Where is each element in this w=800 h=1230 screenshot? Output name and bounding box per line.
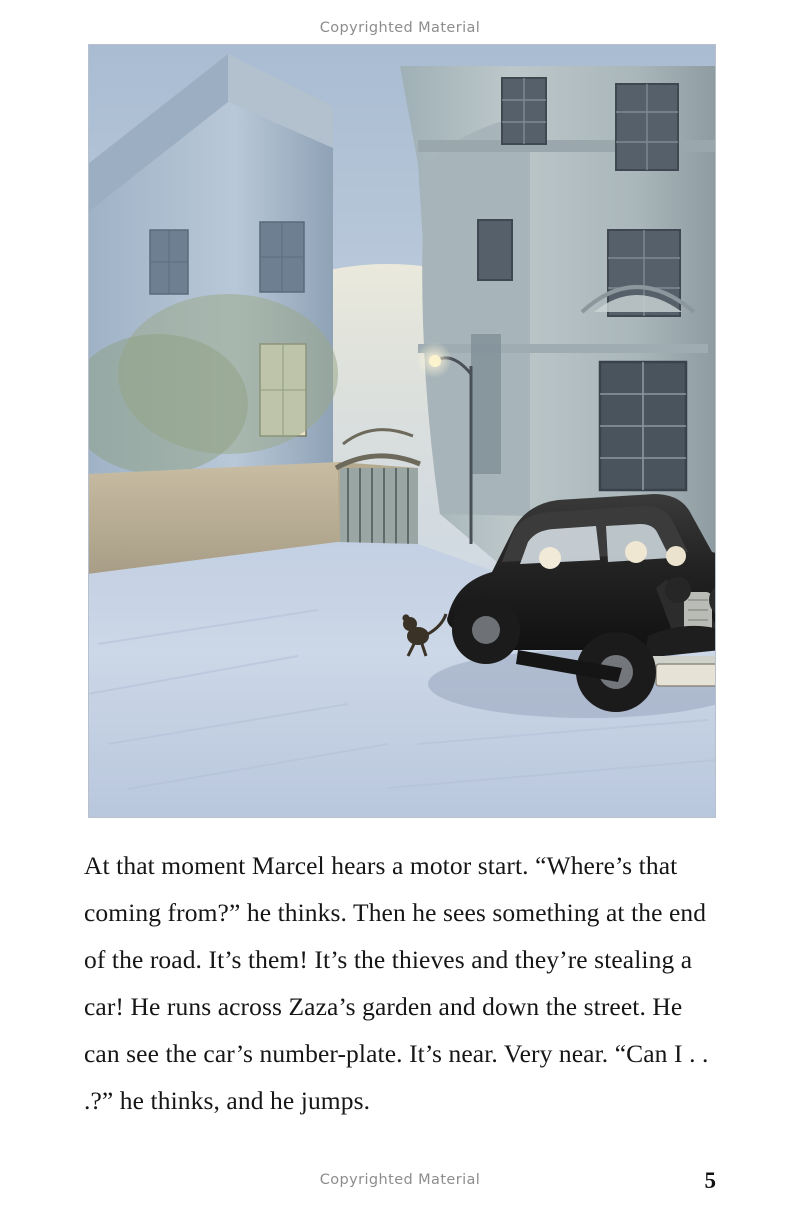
copyright-watermark-bottom: Copyrighted Material: [319, 1172, 481, 1188]
copyright-watermark-top: Copyrighted Material: [319, 20, 481, 36]
story-paragraph-block: [84, 842, 720, 1124]
page-number: 5: [704, 1168, 716, 1193]
story-paragraph: At that moment Marcel hears a motor start. “Where’s that coming from?” he thinks. Then he sees something at the end of the road. It’s them! It’s the thieves and they’re stealing a car! He runs across Zaza’s garden and down the street. He can see the car’s number-plate. It’s near. Very near. “Can I . . .?” he thinks, and he jumps.: [84, 851, 709, 1115]
story-illustration: [88, 44, 716, 818]
street-scene-with-car-illustration: [88, 44, 716, 818]
